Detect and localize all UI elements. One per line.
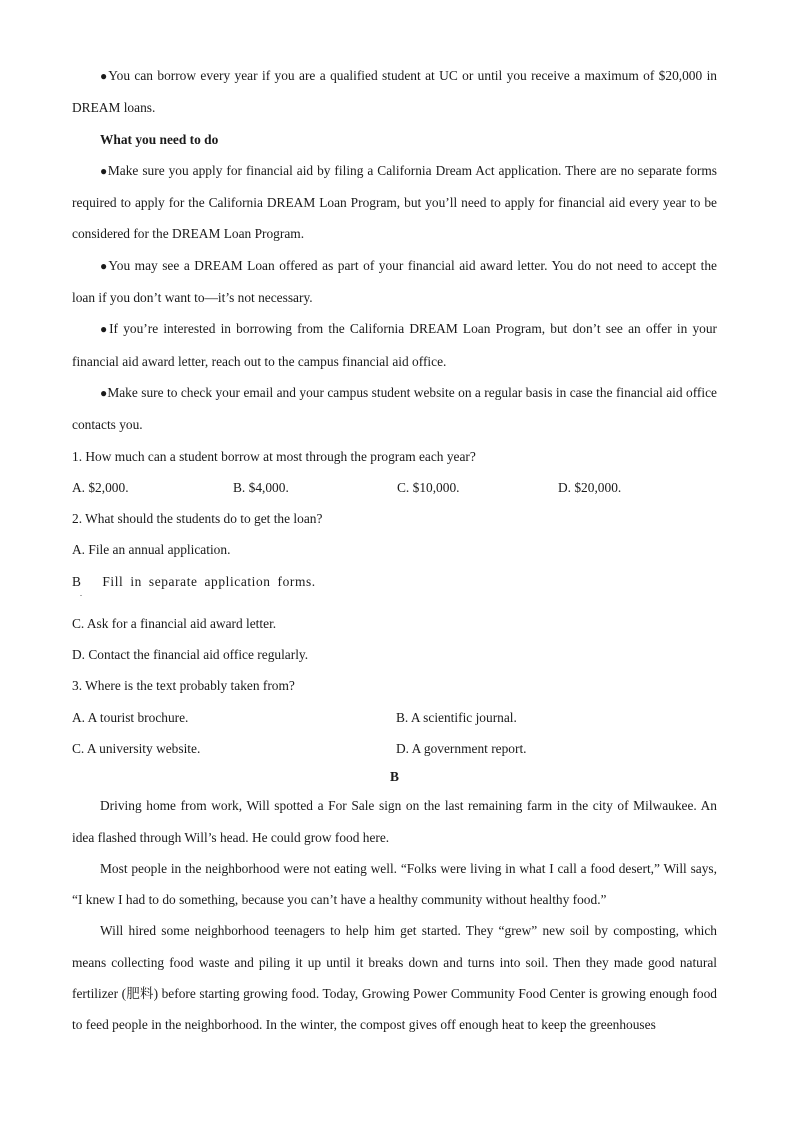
question-3-options-row-1 — [72, 702, 717, 733]
bullet-item-4 — [72, 313, 717, 377]
option-d: D. Contact the financial aid office regularly. — [72, 647, 309, 663]
option-c: C. $10,000. — [397, 479, 460, 495]
bullet-text: Make sure to check your email and your campus student website on a regular basis in case the financial aid office contacts you. — [72, 384, 717, 433]
passage-paragraph: Driving home from work, Will spotted a For Sale sign on the last remaining farm in the city of Milwaukee. An idea flashed through Will’s head. He could grow food here. — [72, 798, 717, 845]
question-1-options — [72, 472, 717, 503]
bullet-icon: ● — [100, 385, 108, 400]
bullet-item-5 — [72, 377, 717, 441]
question-2: 2. What should the students do to get the loan? — [72, 511, 323, 527]
section-b-label: B — [390, 769, 399, 785]
bullet-icon: ● — [100, 69, 109, 83]
passage-paragraph: Will hired some neighborhood teenagers to help him get started. They “grew” new soil by composting, which means collecting food waste and piling it up until it breaks down and turns into soil. Then they made good natural fertilizer (肥料) before starting growing food. Today, Growing Power Community Food Center is growing enough food to feed people in the neighborhood. In the winter, the compost gives off enough heat to keep the greenhouses — [72, 923, 717, 1033]
bullet-item-3 — [72, 250, 717, 314]
bullet-icon: ● — [100, 258, 109, 273]
option-b: B. $4,000. — [233, 479, 289, 495]
option-b: B. A scientific journal. — [396, 709, 517, 725]
bullet-icon: ● — [100, 322, 110, 337]
bullet-text: Make sure you apply for financial aid by filing a California Dream Act application. There are no separate forms required to apply for the California DREAM Loan Program, but you’ll need to apply for financial aid every year to be considered for the DREAM Loan Program. — [72, 162, 717, 242]
option-a: A. $2,000. — [72, 479, 129, 495]
option-b-row — [72, 566, 717, 608]
passage-paragraph: Most people in the neighborhood were not eating well. “Folks were living in what I call a food desert,” Will says, “I knew I had to do something, because you can’t have a healthy community without healthy food.” — [72, 860, 717, 908]
option-a: A. A tourist brochure. — [72, 709, 189, 725]
bullet-icon: ● — [100, 163, 108, 178]
bullet-text: If you’re interested in borrowing from the California DREAM Loan Program, but don’t see an offer in your financial aid award letter, reach out to the campus financial aid office. — [72, 321, 717, 369]
option-a: A. File an annual application. — [72, 542, 231, 558]
bullet-text: You can borrow every year if you are a qualified student at UC or until you receive a maximum of $20,000 in DREAM loans. — [72, 68, 717, 116]
question-3: 3. Where is the text probably taken from? — [72, 678, 295, 694]
question-3-options-row-2 — [72, 733, 717, 764]
document-page — [72, 60, 717, 1041]
option-b: B Fill in separate application forms. — [72, 573, 316, 589]
option-d: D. $20,000. — [558, 479, 622, 495]
stray-mark: . — [80, 588, 82, 598]
option-c: C. A university website. — [72, 740, 201, 756]
question-1: 1. How much can a student borrow at most through the program each year? — [72, 448, 476, 464]
bullet-item-1 — [72, 60, 717, 124]
section-heading: What you need to do — [100, 131, 219, 147]
option-d: D. A government report. — [396, 740, 527, 756]
bullet-item-2 — [72, 155, 717, 250]
bullet-text: You may see a DREAM Loan offered as part of your financial aid award letter. You do not need to accept the loan if you don’t want to—it’s not necessary. — [72, 257, 717, 306]
option-c: C. Ask for a financial aid award letter. — [72, 615, 277, 631]
